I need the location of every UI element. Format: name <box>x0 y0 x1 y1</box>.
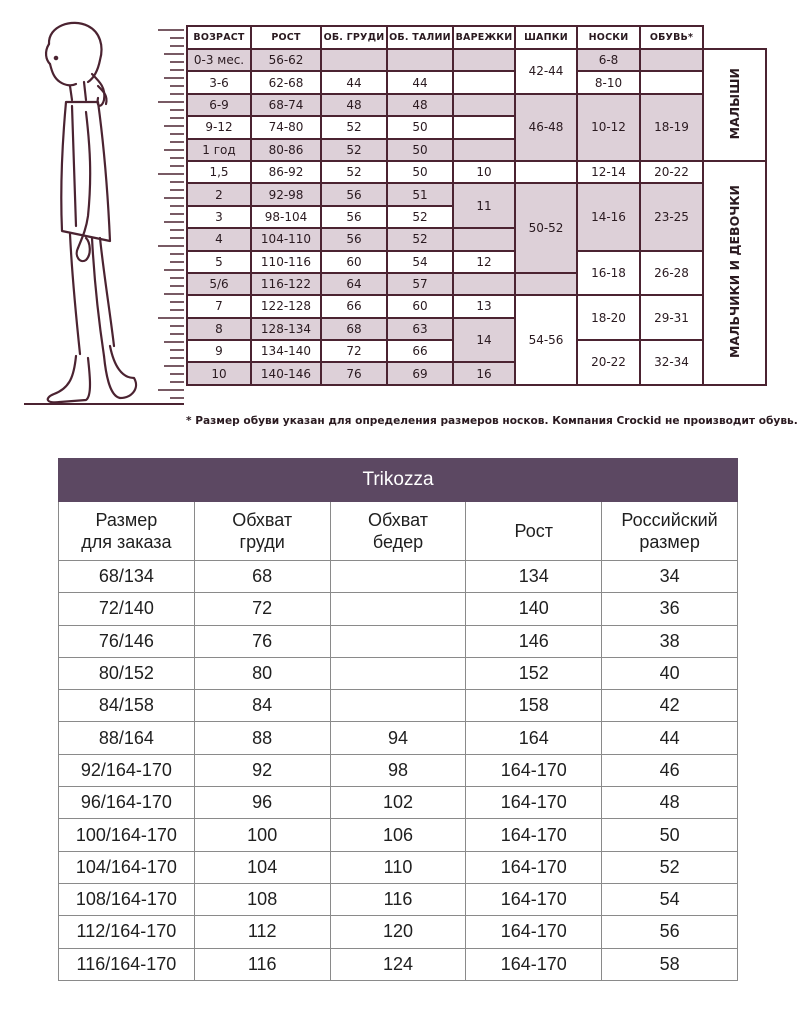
waist-cell: 44 <box>387 71 453 93</box>
waist-cell: 54 <box>387 251 453 273</box>
header-height: РОСТ <box>251 26 321 49</box>
order-size-cell: 72/140 <box>59 593 195 625</box>
waist-cell: 48 <box>387 94 453 116</box>
waist-cell: 52 <box>387 228 453 250</box>
header-chest-girth: Обхват груди <box>194 502 330 561</box>
group-babies: МАЛЫШИ <box>703 49 766 161</box>
height-cell: 86-92 <box>251 161 321 183</box>
chest-cell: 56 <box>321 206 387 228</box>
russian-size-cell: 40 <box>602 657 738 689</box>
waist-cell <box>387 49 453 71</box>
height-cell: 164-170 <box>466 819 602 851</box>
hip-girth-cell <box>330 561 466 593</box>
waist-cell: 50 <box>387 116 453 138</box>
shoes-cell-empty <box>640 49 703 71</box>
mittens-cell: 16 <box>453 362 515 384</box>
height-cell: 164-170 <box>466 916 602 948</box>
russian-size-cell: 50 <box>602 819 738 851</box>
order-size-cell: 96/164-170 <box>59 787 195 819</box>
shoes-cell: 20-22 <box>640 161 703 183</box>
order-size-cell: 112/164-170 <box>59 916 195 948</box>
russian-size-cell: 58 <box>602 948 738 980</box>
russian-size-cell: 34 <box>602 561 738 593</box>
socks-cell: 18-20 <box>577 295 640 340</box>
age-cell: 7 <box>187 295 251 317</box>
waist-cell: 51 <box>387 183 453 205</box>
mittens-cell-empty <box>453 139 515 161</box>
hats-cell: 42-44 <box>515 49 577 94</box>
height-cell: 164-170 <box>466 883 602 915</box>
height-cell: 68-74 <box>251 94 321 116</box>
hip-girth-cell: 94 <box>330 722 466 754</box>
height-cell: 92-98 <box>251 183 321 205</box>
chest-girth-cell: 92 <box>194 754 330 786</box>
chest-cell: 52 <box>321 139 387 161</box>
chest-cell <box>321 49 387 71</box>
header-socks: НОСКИ <box>577 26 640 49</box>
chest-cell: 68 <box>321 318 387 340</box>
mittens-cell: 12 <box>453 251 515 273</box>
header-height: Рост <box>466 502 602 561</box>
socks-cell: 8-10 <box>577 71 640 93</box>
shoes-cell: 29-31 <box>640 295 703 340</box>
height-cell: 164-170 <box>466 851 602 883</box>
socks-cell: 20-22 <box>577 340 640 385</box>
table-row <box>59 657 738 689</box>
order-size-cell: 104/164-170 <box>59 851 195 883</box>
hip-girth-cell: 106 <box>330 819 466 851</box>
age-cell: 9-12 <box>187 116 251 138</box>
shoes-cell: 18-19 <box>640 94 703 161</box>
mittens-cell-empty <box>453 273 515 295</box>
chest-cell: 52 <box>321 116 387 138</box>
order-size-cell: 88/164 <box>59 722 195 754</box>
table-row <box>59 851 738 883</box>
hip-girth-cell: 116 <box>330 883 466 915</box>
order-size-cell: 92/164-170 <box>59 754 195 786</box>
order-size-cell: 68/134 <box>59 561 195 593</box>
side-header-empty <box>703 26 766 49</box>
table-row <box>59 883 738 915</box>
table-row <box>59 754 738 786</box>
height-cell: 140 <box>466 593 602 625</box>
age-cell: 5 <box>187 251 251 273</box>
socks-cell: 14-16 <box>577 183 640 250</box>
height-cell: 140-146 <box>251 362 321 384</box>
hip-girth-cell: 120 <box>330 916 466 948</box>
chest-girth-cell: 100 <box>194 819 330 851</box>
hip-girth-cell: 110 <box>330 851 466 883</box>
russian-size-cell: 56 <box>602 916 738 948</box>
height-cell: 164-170 <box>466 787 602 819</box>
socks-cell: 10-12 <box>577 94 640 161</box>
height-cell: 158 <box>466 690 602 722</box>
height-cell: 164-170 <box>466 754 602 786</box>
chest-cell: 72 <box>321 340 387 362</box>
waist-cell: 50 <box>387 139 453 161</box>
header-chest: ОБ. ГРУДИ <box>321 26 387 49</box>
table-row <box>59 722 738 754</box>
chest-girth-cell: 112 <box>194 916 330 948</box>
waist-cell: 66 <box>387 340 453 362</box>
header-russian-size: Российский размер <box>602 502 738 561</box>
height-cell: 74-80 <box>251 116 321 138</box>
height-cell: 80-86 <box>251 139 321 161</box>
socks-cell: 12-14 <box>577 161 640 183</box>
table-row <box>59 690 738 722</box>
shoes-cell: 32-34 <box>640 340 703 385</box>
order-size-cell: 80/152 <box>59 657 195 689</box>
table-row <box>59 948 738 980</box>
age-cell: 4 <box>187 228 251 250</box>
age-cell: 2 <box>187 183 251 205</box>
age-cell: 3-6 <box>187 71 251 93</box>
chest-girth-cell: 104 <box>194 851 330 883</box>
chest-girth-cell: 96 <box>194 787 330 819</box>
chest-cell: 52 <box>321 161 387 183</box>
trikozza-title: Trikozza <box>59 459 738 502</box>
trikozza-size-table <box>58 458 738 981</box>
hip-girth-cell <box>330 625 466 657</box>
chest-girth-cell: 116 <box>194 948 330 980</box>
hats-cell: 50-52 <box>515 183 577 273</box>
shoes-cell-empty <box>640 71 703 93</box>
chest-girth-cell: 88 <box>194 722 330 754</box>
chest-cell: 56 <box>321 228 387 250</box>
mittens-cell-empty <box>453 228 515 250</box>
russian-size-cell: 54 <box>602 883 738 915</box>
header-order-size: Размер для заказа <box>59 502 195 561</box>
age-cell: 3 <box>187 206 251 228</box>
russian-size-cell: 44 <box>602 722 738 754</box>
russian-size-cell: 48 <box>602 787 738 819</box>
waist-cell: 69 <box>387 362 453 384</box>
hip-girth-cell <box>330 690 466 722</box>
height-cell: 62-68 <box>251 71 321 93</box>
waist-cell: 52 <box>387 206 453 228</box>
height-cell: 128-134 <box>251 318 321 340</box>
height-cell: 146 <box>466 625 602 657</box>
header-age: ВОЗРАСТ <box>187 26 251 49</box>
mittens-cell-empty <box>453 71 515 93</box>
hip-girth-cell: 124 <box>330 948 466 980</box>
header-hip-girth: Обхват бедер <box>330 502 466 561</box>
chest-girth-cell: 84 <box>194 690 330 722</box>
chest-cell: 48 <box>321 94 387 116</box>
age-cell: 5/6 <box>187 273 251 295</box>
chest-cell: 60 <box>321 251 387 273</box>
hip-girth-cell: 98 <box>330 754 466 786</box>
height-cell: 98-104 <box>251 206 321 228</box>
table-row <box>59 625 738 657</box>
height-cell: 110-116 <box>251 251 321 273</box>
height-cell: 56-62 <box>251 49 321 71</box>
chest-cell: 44 <box>321 71 387 93</box>
order-size-cell: 116/164-170 <box>59 948 195 980</box>
mittens-cell: 10 <box>453 161 515 183</box>
hats-cell: 54-56 <box>515 295 577 385</box>
shoes-cell: 26-28 <box>640 251 703 296</box>
height-cell: 164 <box>466 722 602 754</box>
mittens-cell-empty <box>453 49 515 71</box>
waist-cell: 63 <box>387 318 453 340</box>
height-cell: 122-128 <box>251 295 321 317</box>
socks-cell: 6-8 <box>577 49 640 71</box>
hats-cell-empty <box>515 161 577 183</box>
mittens-cell: 11 <box>453 183 515 228</box>
table-row <box>59 561 738 593</box>
age-cell: 6-9 <box>187 94 251 116</box>
age-cell: 1 год <box>187 139 251 161</box>
height-cell: 164-170 <box>466 948 602 980</box>
age-cell: 9 <box>187 340 251 362</box>
hip-girth-cell <box>330 593 466 625</box>
group-kids: МАЛЬЧИКИ И ДЕВОЧКИ <box>703 161 766 385</box>
chest-girth-cell: 76 <box>194 625 330 657</box>
hats-cell: 46-48 <box>515 94 577 161</box>
mittens-cell: 14 <box>453 318 515 363</box>
waist-cell: 57 <box>387 273 453 295</box>
russian-size-cell: 38 <box>602 625 738 657</box>
russian-size-cell: 36 <box>602 593 738 625</box>
mittens-cell-empty <box>453 94 515 116</box>
order-size-cell: 84/158 <box>59 690 195 722</box>
height-cell: 152 <box>466 657 602 689</box>
chest-cell: 64 <box>321 273 387 295</box>
age-cell: 0-3 мес. <box>187 49 251 71</box>
order-size-cell: 100/164-170 <box>59 819 195 851</box>
header-shoes: ОБУВЬ* <box>640 26 703 49</box>
hip-girth-cell <box>330 657 466 689</box>
table-row <box>59 593 738 625</box>
chest-cell: 76 <box>321 362 387 384</box>
russian-size-cell: 52 <box>602 851 738 883</box>
chest-girth-cell: 68 <box>194 561 330 593</box>
table-row <box>59 916 738 948</box>
header-hats: ШАПКИ <box>515 26 577 49</box>
table-row <box>59 787 738 819</box>
chest-girth-cell: 72 <box>194 593 330 625</box>
height-cell: 134 <box>466 561 602 593</box>
table-row <box>59 819 738 851</box>
header-waist: ОБ. ТАЛИИ <box>387 26 453 49</box>
chest-cell: 56 <box>321 183 387 205</box>
child-height-illustration <box>14 16 184 406</box>
russian-size-cell: 46 <box>602 754 738 786</box>
waist-cell: 60 <box>387 295 453 317</box>
waist-cell: 50 <box>387 161 453 183</box>
height-cell: 116-122 <box>251 273 321 295</box>
header-mittens: ВАРЕЖКИ <box>453 26 515 49</box>
chest-cell: 66 <box>321 295 387 317</box>
mittens-cell: 13 <box>453 295 515 317</box>
shoe-size-footnote: * Размер обуви указан для определения размеров носков. Компания Crockid не производит обувь. <box>186 415 798 427</box>
shoes-cell: 23-25 <box>640 183 703 250</box>
height-cell: 104-110 <box>251 228 321 250</box>
mittens-cell-empty <box>453 116 515 138</box>
order-size-cell: 108/164-170 <box>59 883 195 915</box>
socks-cell: 16-18 <box>577 251 640 296</box>
hats-cell-empty <box>515 273 577 295</box>
age-cell: 1,5 <box>187 161 251 183</box>
chest-girth-cell: 108 <box>194 883 330 915</box>
height-cell: 134-140 <box>251 340 321 362</box>
age-cell: 8 <box>187 318 251 340</box>
order-size-cell: 76/146 <box>59 625 195 657</box>
crockid-size-table <box>186 25 767 386</box>
age-cell: 10 <box>187 362 251 384</box>
hip-girth-cell: 102 <box>330 787 466 819</box>
russian-size-cell: 42 <box>602 690 738 722</box>
chest-girth-cell: 80 <box>194 657 330 689</box>
